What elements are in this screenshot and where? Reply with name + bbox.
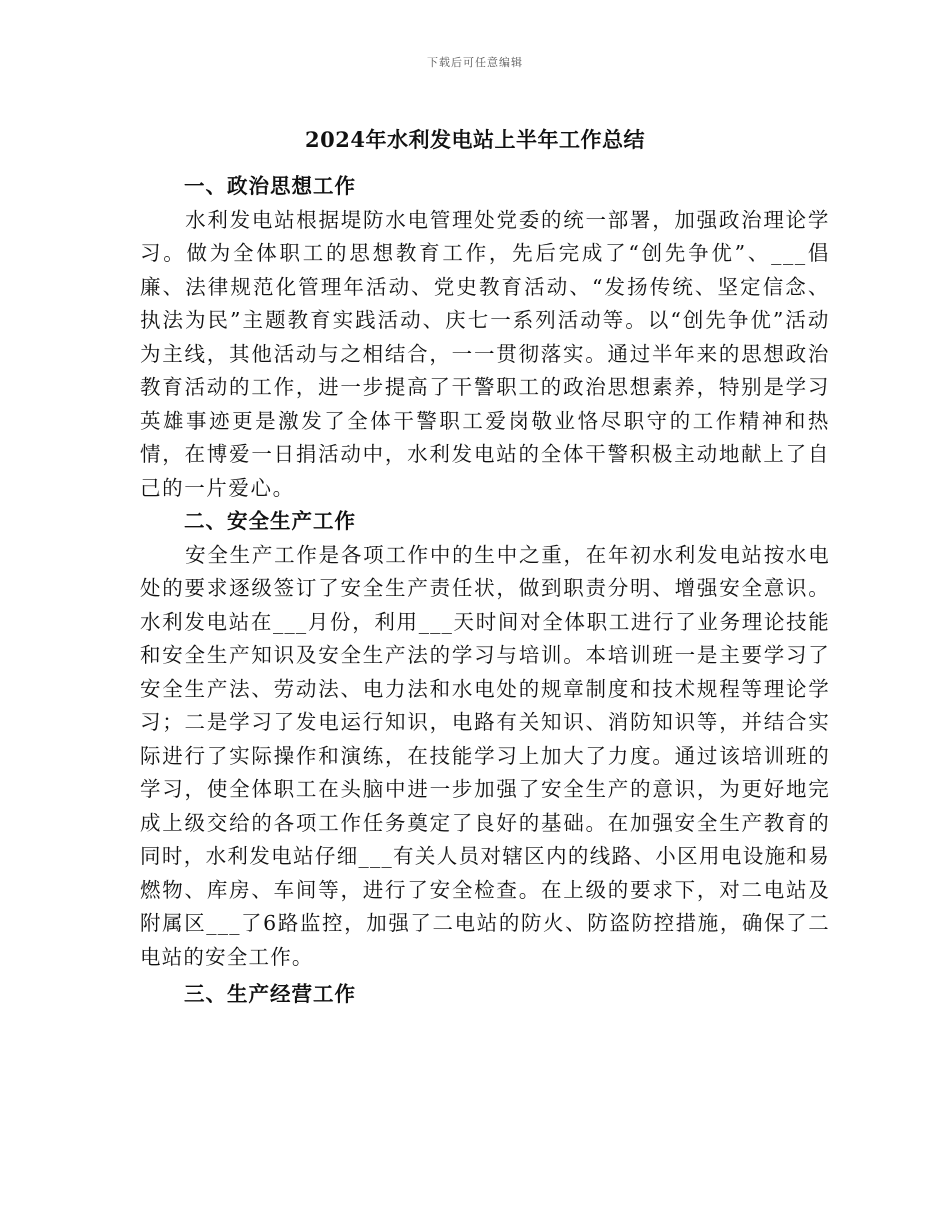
section-paragraph-2: 安全生产工作是各项工作中的生中之重，在年初水利发电站按水电处的要求逐级签订了安全生产责任状，做到职责分明、增强安全意识。水利发电站在___月份，利用___天时间对全体职工进行了业务理论技能和安全生产知识及安全生产法的学习与培训。本培训班一是主要学习了安全生产法、劳动法、电力法和水电处的规章制度和技术规程等理论学习；二是学习了发电运行知识，电路有关知识、消防知识等，并结合实际进行了实际操作和演练，在技能学习上加大了力度。通过该培训班的学习，使全体职工在头脑中进一步加强了安全生产的意识，为更好地完成上级交给的各项工作任务奠定了良好的基础。在加强安全生产教育的同时，水利发电站仔细___有关人员对辖区内的线路、小区用电设施和易燃物、库房、车间等，进行了安全检查。在上级的要求下，对二电站及附属区___了6路监控，加强了二电站的防火、防盗防控措施，确保了二电站的安全工作。	[140, 542, 830, 969]
section-paragraph-1: 水利发电站根据堤防水电管理处党委的统一部署，加强政治理论学习。做为全体职工的思想教育工作，先后完成了“创先争优”、___倡廉、法律规范化管理年活动、党史教育活动、“发扬传统、坚定信念、执法为民”主题教育实践活动、庆七一系列活动等。以“创先争优”活动为主线，其他活动与之相结合，一一贯彻落实。通过半年来的思想政治教育活动的工作，进一步提高了干警职工的政治思想素养，特别是学习英雄事迹更是激发了全体干警职工爱岗敬业恪尽职守的工作精神和热情，在博爱一日捐活动中，水利发电站的全体干警积极主动地献上了自己的一片爱心。	[140, 207, 830, 500]
header-note: 下载后可任意编辑	[427, 56, 523, 69]
section-heading-1: 一、政治思想工作	[184, 174, 356, 198]
document-title: 2024年水利发电站上半年工作总结	[305, 127, 645, 152]
document-body	[140, 170, 830, 1012]
section-heading-2: 二、安全生产工作	[184, 509, 356, 533]
section-heading-3: 三、生产经营工作	[184, 982, 356, 1006]
